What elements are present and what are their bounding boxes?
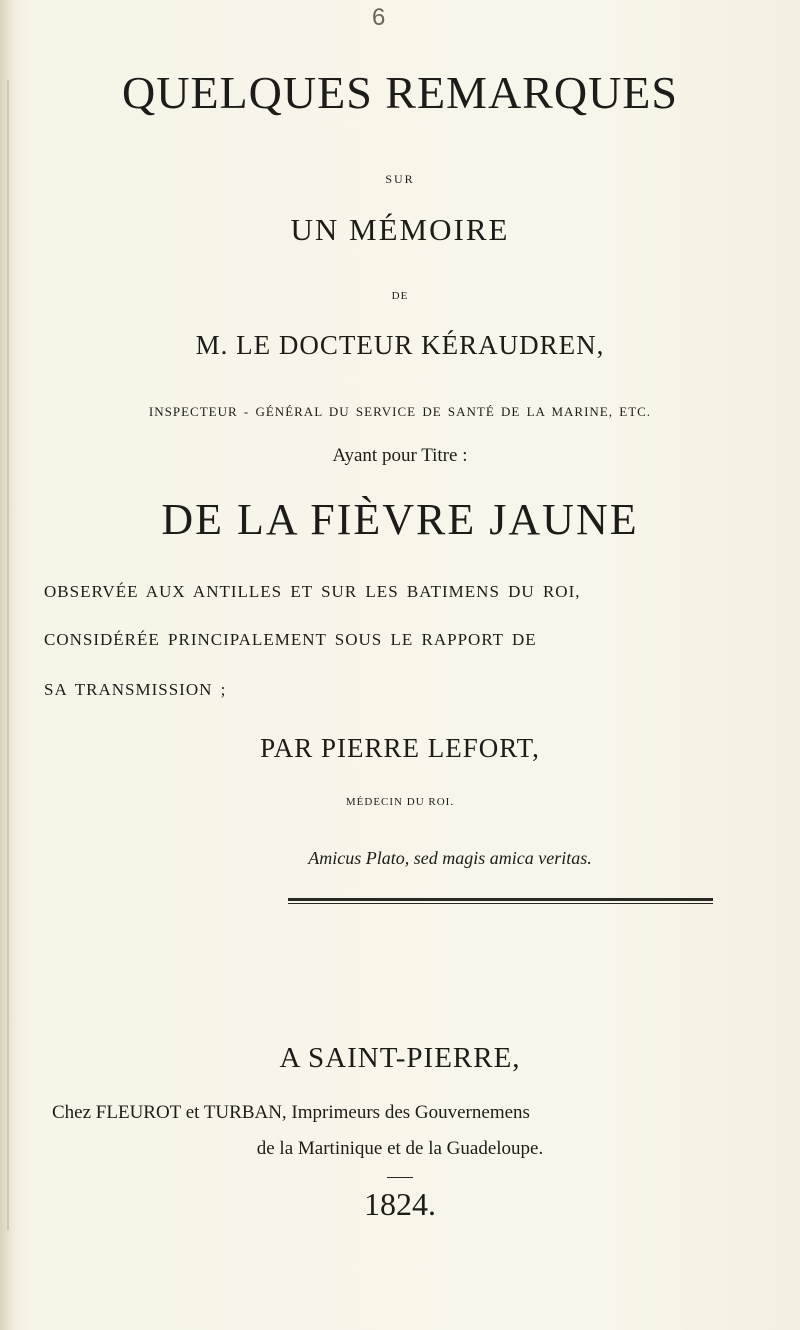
ayant-pour-titre: Ayant pour Titre :: [332, 445, 468, 466]
thick-rule: [288, 898, 713, 901]
thin-rule: [288, 903, 713, 904]
author-title: MÉDECIN DU ROI.: [345, 796, 455, 808]
shelfmark: 6: [372, 4, 390, 31]
imprint-region: de la Martinique et de la Guadeloupe.: [256, 1138, 544, 1159]
short-dash: [387, 1177, 413, 1178]
memoire-title: UN MÉMOIRE: [290, 212, 510, 247]
fievre-jaune-title: DE LA FIÈVRE JAUNE: [161, 495, 639, 544]
imprint-place: A SAINT-PIERRE,: [279, 1042, 521, 1074]
imprint-printers: Chez FLEUROT et TURBAN, Imprimeurs des Gouvernemens: [52, 1102, 530, 1123]
subtitle-line-2: CONSIDÉRÉE PRINCIPALEMENT SOUS LE RAPPORT DE: [44, 630, 537, 649]
author-name: PAR PIERRE LEFORT,: [260, 733, 540, 763]
de-label: DE: [391, 290, 409, 302]
subtitle-line-1: OBSERVÉE AUX ANTILLES ET SUR LES BATIMENS DU ROI,: [44, 582, 581, 601]
epigraph: Amicus Plato, sed magis amica veritas.: [308, 848, 592, 868]
docteur-name: M. LE DOCTEUR KÉRAUDREN,: [195, 330, 605, 360]
main-title: QUELQUES REMARQUES: [122, 67, 678, 118]
subtitle-line-3: SA TRANSMISSION ;: [44, 680, 227, 699]
sur-label: SUR: [385, 172, 415, 186]
inspecteur-line: INSPECTEUR - GÉNÉRAL DU SERVICE DE SANTÉ DE LA MARINE, ETC.: [148, 404, 652, 419]
imprint-year: 1824.: [364, 1186, 436, 1222]
